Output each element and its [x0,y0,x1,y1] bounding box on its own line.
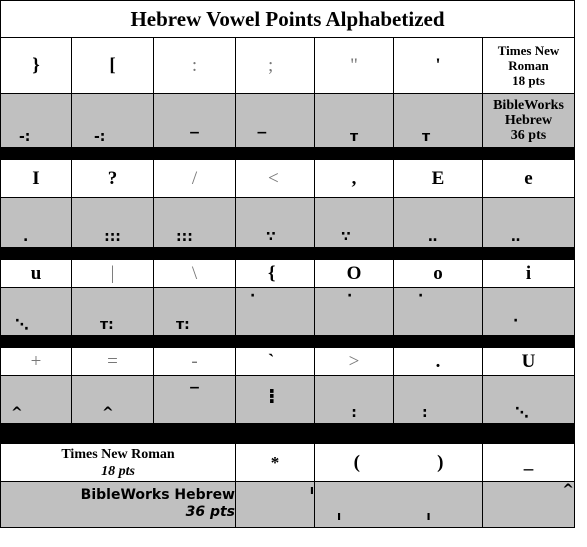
tnr-cell: i [483,260,575,288]
bw-cell: ^ [0,376,72,424]
tnr-cell: : [154,38,236,94]
bw-cell: -: [72,94,154,148]
bw-cell: · [315,288,394,336]
tnr-cell: o [394,260,483,288]
bw-cell: т: [154,288,236,336]
separator-band [0,424,575,444]
font-size: 18 pts [512,73,545,88]
bw-cell: ‥ [394,198,483,248]
bw-cell: ^ [72,376,154,424]
bw-row-3 [0,288,575,336]
tnr-cell: , [315,160,394,198]
tnr-cell: \ [154,260,236,288]
bw-cell: ^ [483,482,575,528]
tnr-cell: ; [236,38,315,94]
font-name-line-1: Times New [497,43,560,58]
font-label-bw [483,94,575,148]
bw-cell: · [483,288,575,336]
tnr-cell: e [483,160,575,198]
tnr-cell: ) [437,452,444,473]
footer-tnr-row [0,444,575,482]
tnr-cell: { [236,260,315,288]
tnr-cell: > [315,348,394,376]
bw-cell: т [315,94,394,148]
bw-cell: т [394,94,483,148]
bw-cell: · [394,288,483,336]
tnr-row-2 [0,160,575,198]
footer-font-label [0,444,236,482]
font-size: 36 pts [510,128,547,143]
font-name-line-1: BibleWorks [493,98,564,113]
table-title: Hebrew Vowel Points Alphabetized [0,0,575,38]
bw-cell: ⋱ [0,288,72,336]
tnr-cell: + [0,348,72,376]
bw-cell: ∵ [315,198,394,248]
font-name-line-2: Roman [508,58,549,73]
footer-font-name: BibleWorks Hebrew [80,486,235,503]
bw-cell: т: [72,288,154,336]
bw-cell: -: [0,94,72,148]
tnr-cell: } [0,38,72,94]
bw-cell: − [154,376,236,424]
tnr-cell: | [72,260,154,288]
bw-cell: ı [337,509,342,523]
tnr-cell: [ [72,38,154,94]
tnr-cell: < [236,160,315,198]
bw-cell: . [0,198,72,248]
tnr-cell: " [315,38,394,94]
tnr-cell: . [394,348,483,376]
bw-cell: ∵ [236,198,315,248]
bw-row-2 [0,198,575,248]
font-name-line-2: Hebrew [504,113,553,128]
tnr-cell: O [315,260,394,288]
tnr-cell: I [0,160,72,198]
tnr-pair-cell [315,444,483,482]
tnr-cell: E [394,160,483,198]
tnr-cell: u [0,260,72,288]
bw-pair-cell [315,482,483,528]
tnr-cell: _ [483,444,575,482]
bw-cell: ::: [154,198,236,248]
tnr-row-1 [0,38,575,94]
tnr-cell: ? [72,160,154,198]
bw-cell: − [236,94,315,148]
tnr-cell: ( [353,452,360,473]
bw-cell: ‥ [483,198,575,248]
tnr-row-4 [0,348,575,376]
tnr-cell: ' [394,38,483,94]
bw-cell: : [315,376,394,424]
separator-band [0,148,575,160]
bw-cell: ⋱ [483,376,575,424]
bw-cell: − [154,94,236,148]
footer-bw-row [0,482,575,528]
bw-row-1 [0,94,575,148]
bw-row-4 [0,376,575,424]
tnr-cell: - [154,348,236,376]
bw-cell: ⁝ [236,376,315,424]
bw-cell: ::: [72,198,154,248]
tnr-cell: * [236,444,315,482]
font-label-tnr [483,38,575,94]
bw-cell: : [394,376,483,424]
footer-font-size: 36 pts [185,503,235,520]
bw-cell: · [236,288,315,336]
separator-band [0,248,575,260]
footer-font-size: 18 pts [101,463,135,479]
bw-cell: ı [426,509,431,523]
bw-cell: ı [236,482,315,528]
footer-font-label [0,482,236,528]
separator-band [0,336,575,348]
tnr-cell: = [72,348,154,376]
tnr-cell: / [154,160,236,198]
tnr-cell: ` [236,348,315,376]
footer-font-name: Times New Roman [61,446,175,462]
tnr-row-3 [0,260,575,288]
tnr-cell: U [483,348,575,376]
